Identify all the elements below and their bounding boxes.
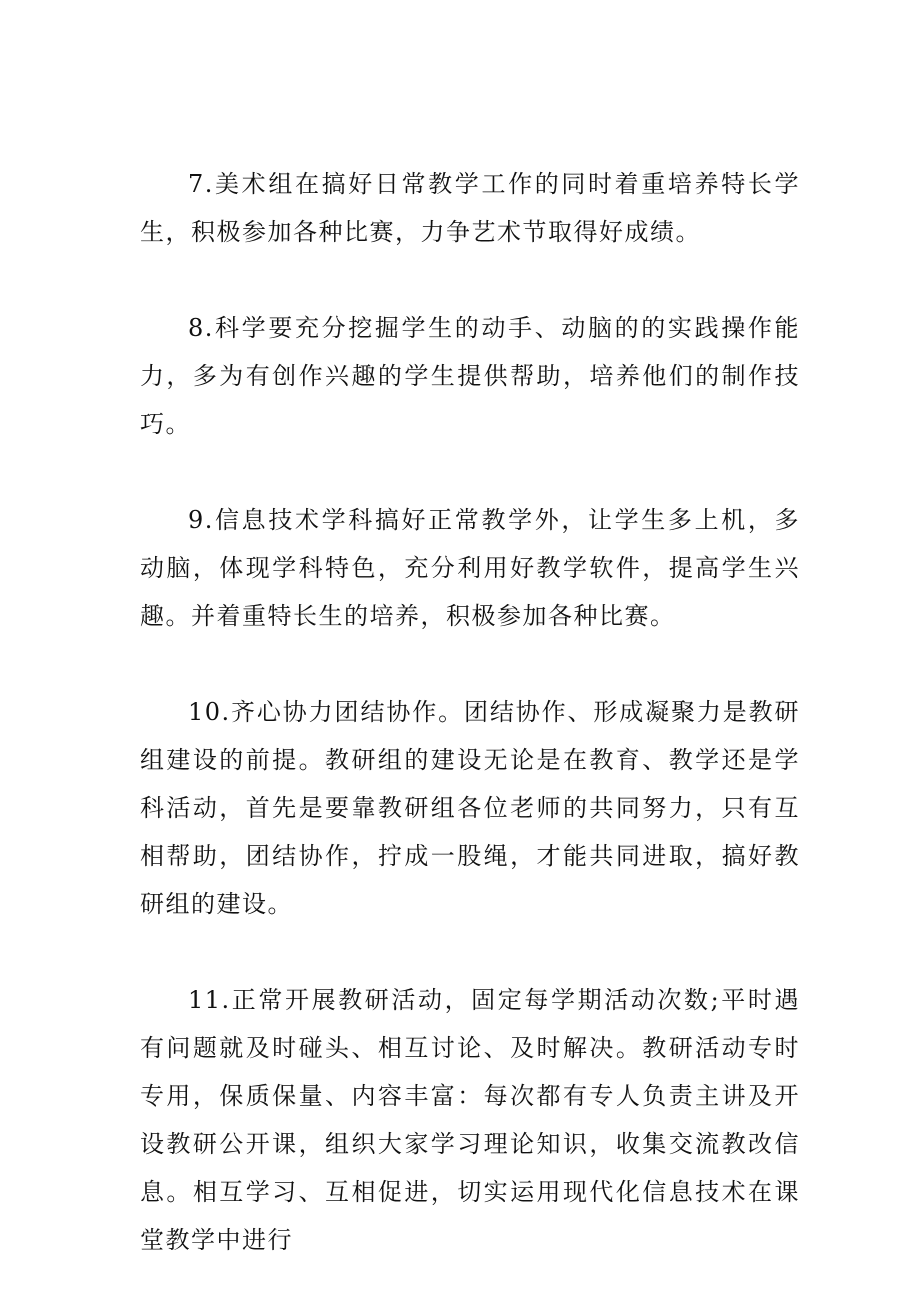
paragraph-item-9: 9.信息技术学科搞好正常教学外，让学生多上机，多动脑，体现学科特色，充分利用好教学软件，提高学生兴趣。并着重特长生的培养，积极参加各种比赛。 — [140, 506, 800, 630]
paragraph-item-8: 8.科学要充分挖掘学生的动手、动脑的的实践操作能力，多为有创作兴趣的学生提供帮助，培养他们的制作技巧。 — [140, 314, 800, 438]
document-body — [140, 160, 800, 1264]
paragraph-item-11: 11.正常开展教研活动，固定每学期活动次数;平时遇有问题就及时碰头、相互讨论、及时解决。教研活动专时专用，保质保量、内容丰富：每次都有专人负责主讲及开设教研公开课，组织大家学习理论知识，收集交流教改信息。相互学习、互相促进，切实运用现代化信息技术在课堂教学中进行 — [140, 986, 800, 1254]
paragraph-item-7: 7.美术组在搞好日常教学工作的同时着重培养特长学生，积极参加各种比赛，力争艺术节取得好成绩。 — [140, 170, 800, 246]
paragraph-item-10: 10.齐心协力团结协作。团结协作、形成凝聚力是教研组建设的前提。教研组的建设无论是在教育、教学还是学科活动，首先是要靠教研组各位老师的共同努力，只有互相帮助，团结协作，拧成一股绳，才能共同进取，搞好教研组的建设。 — [140, 698, 800, 918]
